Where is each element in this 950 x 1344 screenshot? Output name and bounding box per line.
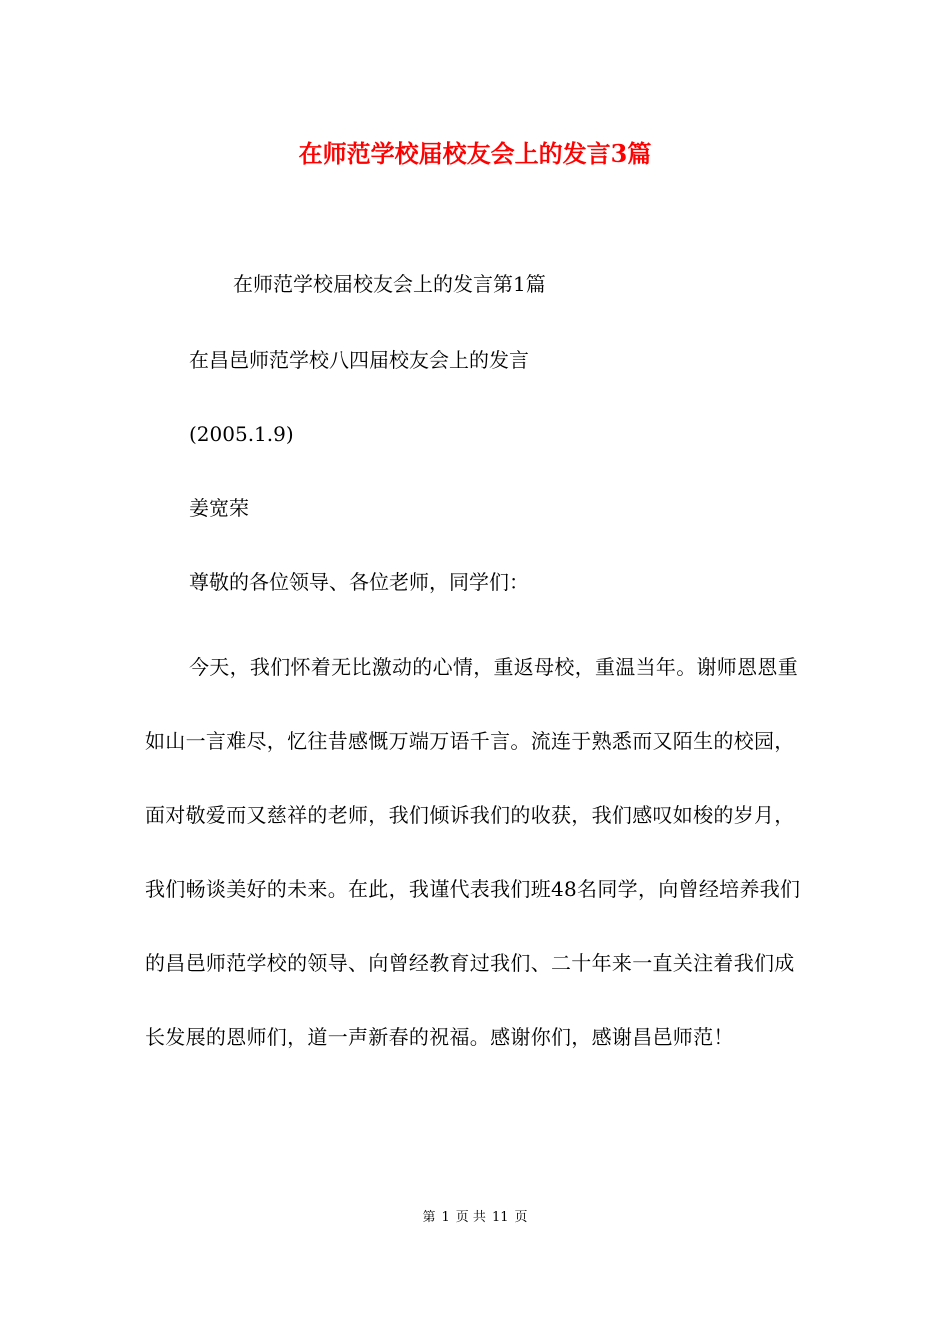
speech-title: 在昌邑师范学校八四届校友会上的发言	[189, 348, 529, 372]
footer-current-page: 1	[441, 1210, 450, 1225]
salutation: 尊敬的各位领导、各位老师，同学们：	[189, 570, 529, 594]
section-heading: 在师范学校届校友会上的发言第1篇	[233, 272, 546, 296]
footer-suffix: 页	[514, 1210, 528, 1225]
footer-total-pages: 11	[491, 1210, 509, 1225]
footer-prefix: 第	[422, 1210, 436, 1225]
page-footer	[0, 1208, 950, 1228]
footer-middle: 页 共	[455, 1210, 486, 1225]
speech-date: (2005.1.9)	[189, 422, 294, 446]
speech-author: 姜宽荣	[189, 496, 249, 520]
document-title: 在师范学校届校友会上的发言3篇	[298, 139, 652, 168]
body-paragraph: 今天，我们怀着无比激动的心情，重返母校，重温当年。谢师恩恩重如山一言难尽，忆往昔感慨万端万语千言。流连于熟悉而又陌生的校园，面对敬爱而又慈祥的老师，我们倾诉我们的收获，我们感叹如梭的岁月，我们畅谈美好的未来。在此，我谨代表我们班48名同学，向曾经培养我们的昌邑师范学校的领导、向曾经教育过我们、二十年来一直关注着我们成长发展的恩师们，道一声新春的祝福。感谢你们，感谢昌邑师范！	[145, 655, 801, 1049]
